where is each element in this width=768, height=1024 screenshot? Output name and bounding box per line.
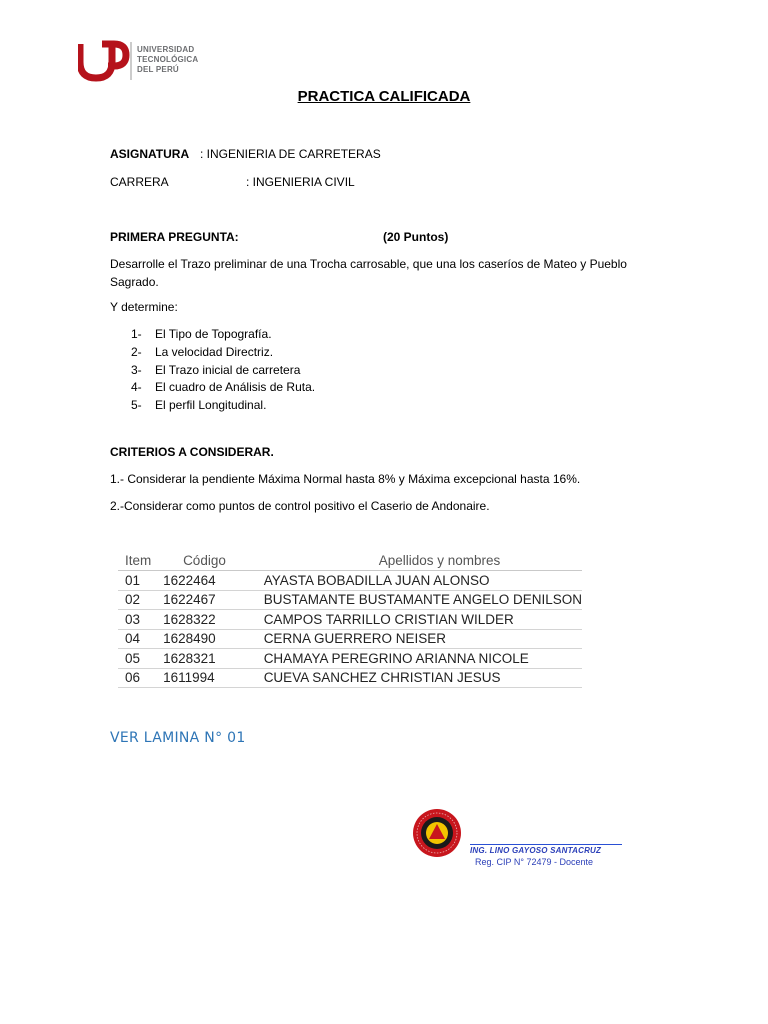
header-item: Item	[118, 551, 163, 571]
page-title: PRACTICA CALIFICADA	[297, 88, 471, 105]
header-nombres: Apellidos y nombres	[264, 551, 582, 571]
table-row: 04 1628490 CERNA GUERRERO NEISER	[118, 629, 582, 649]
engineer-seal-icon	[412, 808, 462, 858]
carrera-label: CARRERA	[110, 175, 169, 189]
criteria-2: 2.-Considerar como puntos de control positivo el Caserio de Andonaire.	[110, 499, 490, 513]
question-points: (20 Puntos)	[383, 230, 449, 244]
table-row: 05 1628321 CHAMAYA PEREGRINO ARIANNA NICOLE	[118, 649, 582, 669]
signature-line	[470, 844, 622, 845]
signature-name: ING. LINO GAYOSO SANTACRUZ	[470, 846, 602, 855]
table-row: 06 1611994 CUEVA SANCHEZ CHRISTIAN JESUS	[118, 668, 582, 688]
table-row: 03 1628322 CAMPOS TARRILLO CRISTIAN WILDER	[118, 610, 582, 630]
table-row: 02 1622467 BUSTAMANTE BUSTAMANTE ANGELO DENILSON	[118, 590, 582, 610]
criteria-1: 1.- Considerar la pendiente Máxima Normal hasta 8% y Máxima excepcional hasta 16%.	[110, 472, 581, 486]
list-item: 5- El perfil Longitudinal.	[131, 398, 267, 413]
list-item: 1- El Tipo de Topografía.	[131, 327, 272, 341]
header-codigo: Código	[163, 551, 264, 571]
signature-reg: Reg. CIP N° 72479 - Docente	[475, 857, 593, 867]
question-label: PRIMERA PREGUNTA:	[110, 230, 239, 244]
lamina-reference: VER LAMINA N° 01	[110, 730, 246, 746]
table-header-row	[118, 551, 582, 571]
carrera-value: : INGENIERIA CIVIL	[246, 175, 355, 189]
list-item: 4- El cuadro de Análisis de Ruta.	[131, 380, 316, 395]
question-text: Desarrolle el Trazo preliminar de una Trocha carrosable, que una los caseríos de Mateo y Pueblo Sagrado.	[110, 257, 627, 289]
asignatura-value: : INGENIERIA DE CARRETERAS	[200, 147, 381, 161]
university-name: UNIVERSIDAD TECNOLÓGICA DEL PERÚ	[137, 45, 199, 74]
list-item: 3- El Trazo inicial de carretera	[131, 362, 301, 377]
table-row: 01 1622464 AYASTA BOBADILLA JUAN ALONSO	[118, 571, 582, 591]
task-list	[110, 326, 315, 415]
list-item: 2- La velocidad Directriz.	[131, 344, 274, 359]
criteria-heading: CRITERIOS A CONSIDERAR.	[110, 445, 274, 459]
students-table	[118, 551, 582, 688]
asignatura-label: ASIGNATURA	[110, 147, 190, 161]
determine-text: Y determine:	[110, 300, 178, 314]
